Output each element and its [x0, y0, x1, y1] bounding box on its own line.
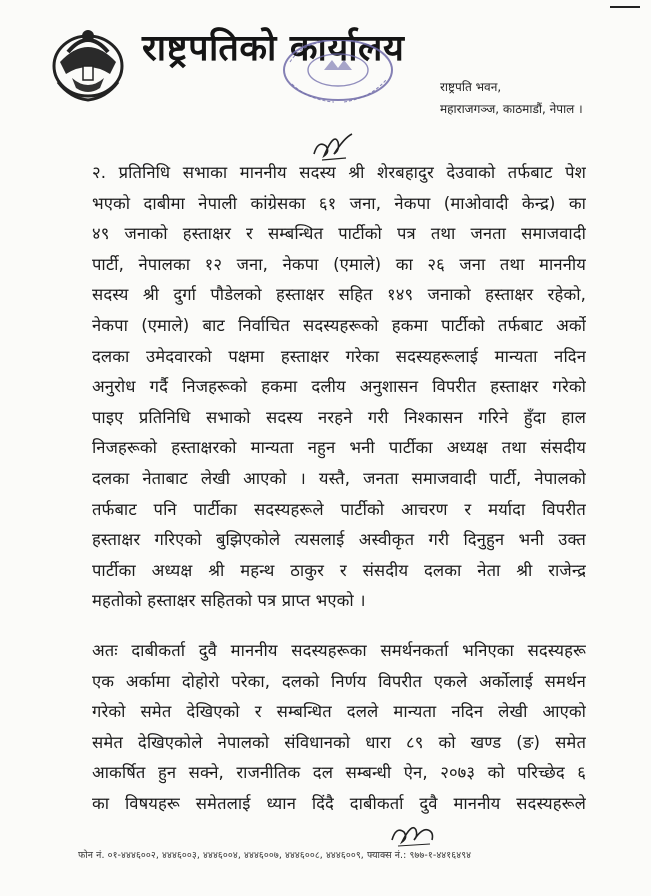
- text-line: २. प्रतिनिधि सभाका माननीय सदस्य श्री शेरबहादुर देउवाको तर्फबाट पेश: [92, 163, 586, 182]
- text-line: आकर्षित हुन सक्ने, राजनीतिक दल सम्बन्धी ऐन, २०७३ को परिच्छेद ६: [92, 763, 586, 783]
- text-line: का विषयहरू समेतलाई ध्यान दिंदै दाबीकर्ता दुवै माननीय सदस्यहरूले: [92, 793, 586, 813]
- text-line: हस्ताक्षर गरिएको बुझिएकोले त्यसलाई अस्वीकृत गरी दिनुहुन भनी उक्त: [92, 530, 586, 550]
- text-line: पार्टी, नेपालका १२ जना, नेकपा (एमाले) का २६ जना तथा माननीय: [92, 254, 586, 274]
- office-seal-stamp: [278, 40, 398, 106]
- paragraph-1: [92, 158, 586, 617]
- text-line: पार्टीका अध्यक्ष श्री महन्थ ठाकुर र संसदीय दलका नेता श्री राजेन्द्र: [92, 560, 586, 580]
- text-line: ४९ जनाको हस्ताक्षर र सम्बन्धित पार्टीको पत्र तथा जनता समाजवादी: [92, 224, 586, 244]
- text-line: पाइए प्रतिनिधि सभाको सदस्य नरहने गरी निश्कासन गरिने हुँदा हाल: [92, 407, 586, 427]
- nepal-emblem-logo: [50, 22, 126, 102]
- text-line: तर्फबाट पनि पार्टीका सदस्यहरूले पार्टीको आचरण र मर्यादा विपरीत: [92, 499, 586, 519]
- text-line: एक अर्कामा दोहोरो परेका, दलको निर्णय विपरीत एकले अर्कोलाई समर्थन: [92, 671, 586, 691]
- office-address: [440, 76, 583, 120]
- text-line: अनुरोध गर्दै निजहरूको हकमा दलीय अनुशासन विपरीत हस्ताक्षर गरेको: [92, 377, 586, 397]
- text-line: भएको दाबीमा नेपाली कांग्रेसका ६१ जना, नेकपा (माओवादी केन्द्र) का: [92, 193, 586, 213]
- office-title: राष्ट्रपतिको कार्यालय: [142, 28, 405, 69]
- text-line: समेत देखिएकोले नेपालको संविधानको धारा ८९ को खण्ड (ङ) समेत: [92, 732, 586, 752]
- text-line: दलका नेताबाट लेखी आएको । यस्तै, जनता समाजवादी पार्टी, नेपालको: [92, 468, 586, 488]
- address-line-2: महाराजगञ्ज, काठमाडौं, नेपाल ।: [440, 102, 583, 116]
- text-line: दलका उमेदवारको पक्षमा हस्ताक्षर गरेका सदस्यहरूलाई मान्यता नदिन: [92, 346, 586, 366]
- handwritten-initial-top: [308, 128, 358, 162]
- edge-mark: [610, 6, 640, 8]
- text-line: गरेको समेत देखिएको र सम्बन्धित दलले मान्यता नदिन लेखी आएको: [92, 702, 586, 722]
- text-line: सदस्य श्री दुर्गा पौडेलको हस्ताक्षर सहित १४९ जनाको हस्ताक्षर रहेको,: [92, 285, 586, 305]
- address-line-1: राष्ट्रपति भवन,: [440, 80, 502, 94]
- text-line: महतोको हस्ताक्षर सहितको पत्र प्राप्त भएको ।: [92, 591, 366, 611]
- text-line: निजहरूको हस्ताक्षरको मान्यता नहुन भनी पार्टीका अध्यक्ष तथा संसदीय: [92, 438, 586, 458]
- handwritten-initial-bottom: [388, 816, 438, 848]
- footer-contacts: फोन नं. ०१-४४४६००२, ४४४६००३, ४४४६००४, ४४४६००७, ४४४६००८, ४४४६००९, फ्याक्स नं.: ९७७-१-४४१६४९४: [78, 850, 472, 861]
- text-line: नेकपा (एमाले) बाट निर्वाचित सदस्यहरूको हकमा पार्टीको तर्फबाट अर्को: [92, 315, 586, 335]
- paragraph-2: [92, 636, 586, 820]
- text-line: अतः दाबीकर्ता दुवै माननीय सदस्यहरूका समर्थनकर्ता भनिएका सदस्यहरू: [92, 641, 586, 660]
